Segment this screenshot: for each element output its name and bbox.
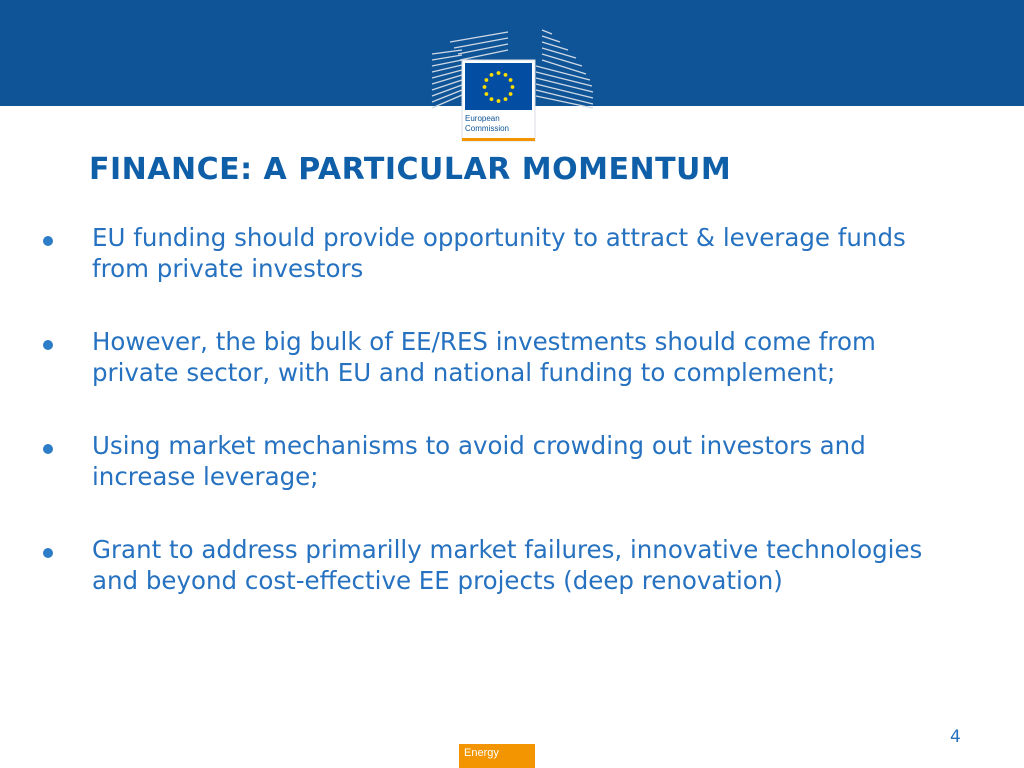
logo-orange-bar bbox=[462, 138, 535, 141]
bullet-list bbox=[40, 222, 970, 596]
bullet-item bbox=[40, 222, 970, 284]
logo-text-line1: European bbox=[465, 114, 500, 123]
bullet-dot-icon bbox=[43, 548, 53, 558]
european-commission-logo bbox=[430, 22, 595, 142]
energy-tag: Energy bbox=[459, 744, 535, 768]
bullet-dot-icon bbox=[43, 236, 53, 246]
bullet-text: Grant to address primarilly market failures, innovative technologies and beyond cost-effective EE projects (deep renovation) bbox=[92, 535, 923, 595]
bullet-dot-icon bbox=[43, 444, 53, 454]
building-right-graphic bbox=[536, 30, 593, 108]
bullet-text: However, the big bulk of EE/RES investments should come from private sector, with EU and national funding to complement; bbox=[92, 327, 876, 387]
bullet-text: EU funding should provide opportunity to attract & leverage funds from private investors bbox=[92, 223, 906, 283]
bullet-item bbox=[40, 430, 970, 492]
logo-text-line2: Commission bbox=[465, 124, 510, 133]
slide-title: FINANCE: A PARTICULAR MOMENTUM bbox=[89, 152, 732, 187]
bullet-item bbox=[40, 326, 970, 388]
bullet-text: Using market mechanisms to avoid crowding out investors and increase leverage; bbox=[92, 431, 866, 491]
eu-flag-icon bbox=[465, 63, 532, 110]
bullet-item bbox=[40, 534, 970, 596]
page-number: 4 bbox=[950, 727, 961, 747]
bullet-dot-icon bbox=[43, 340, 53, 350]
